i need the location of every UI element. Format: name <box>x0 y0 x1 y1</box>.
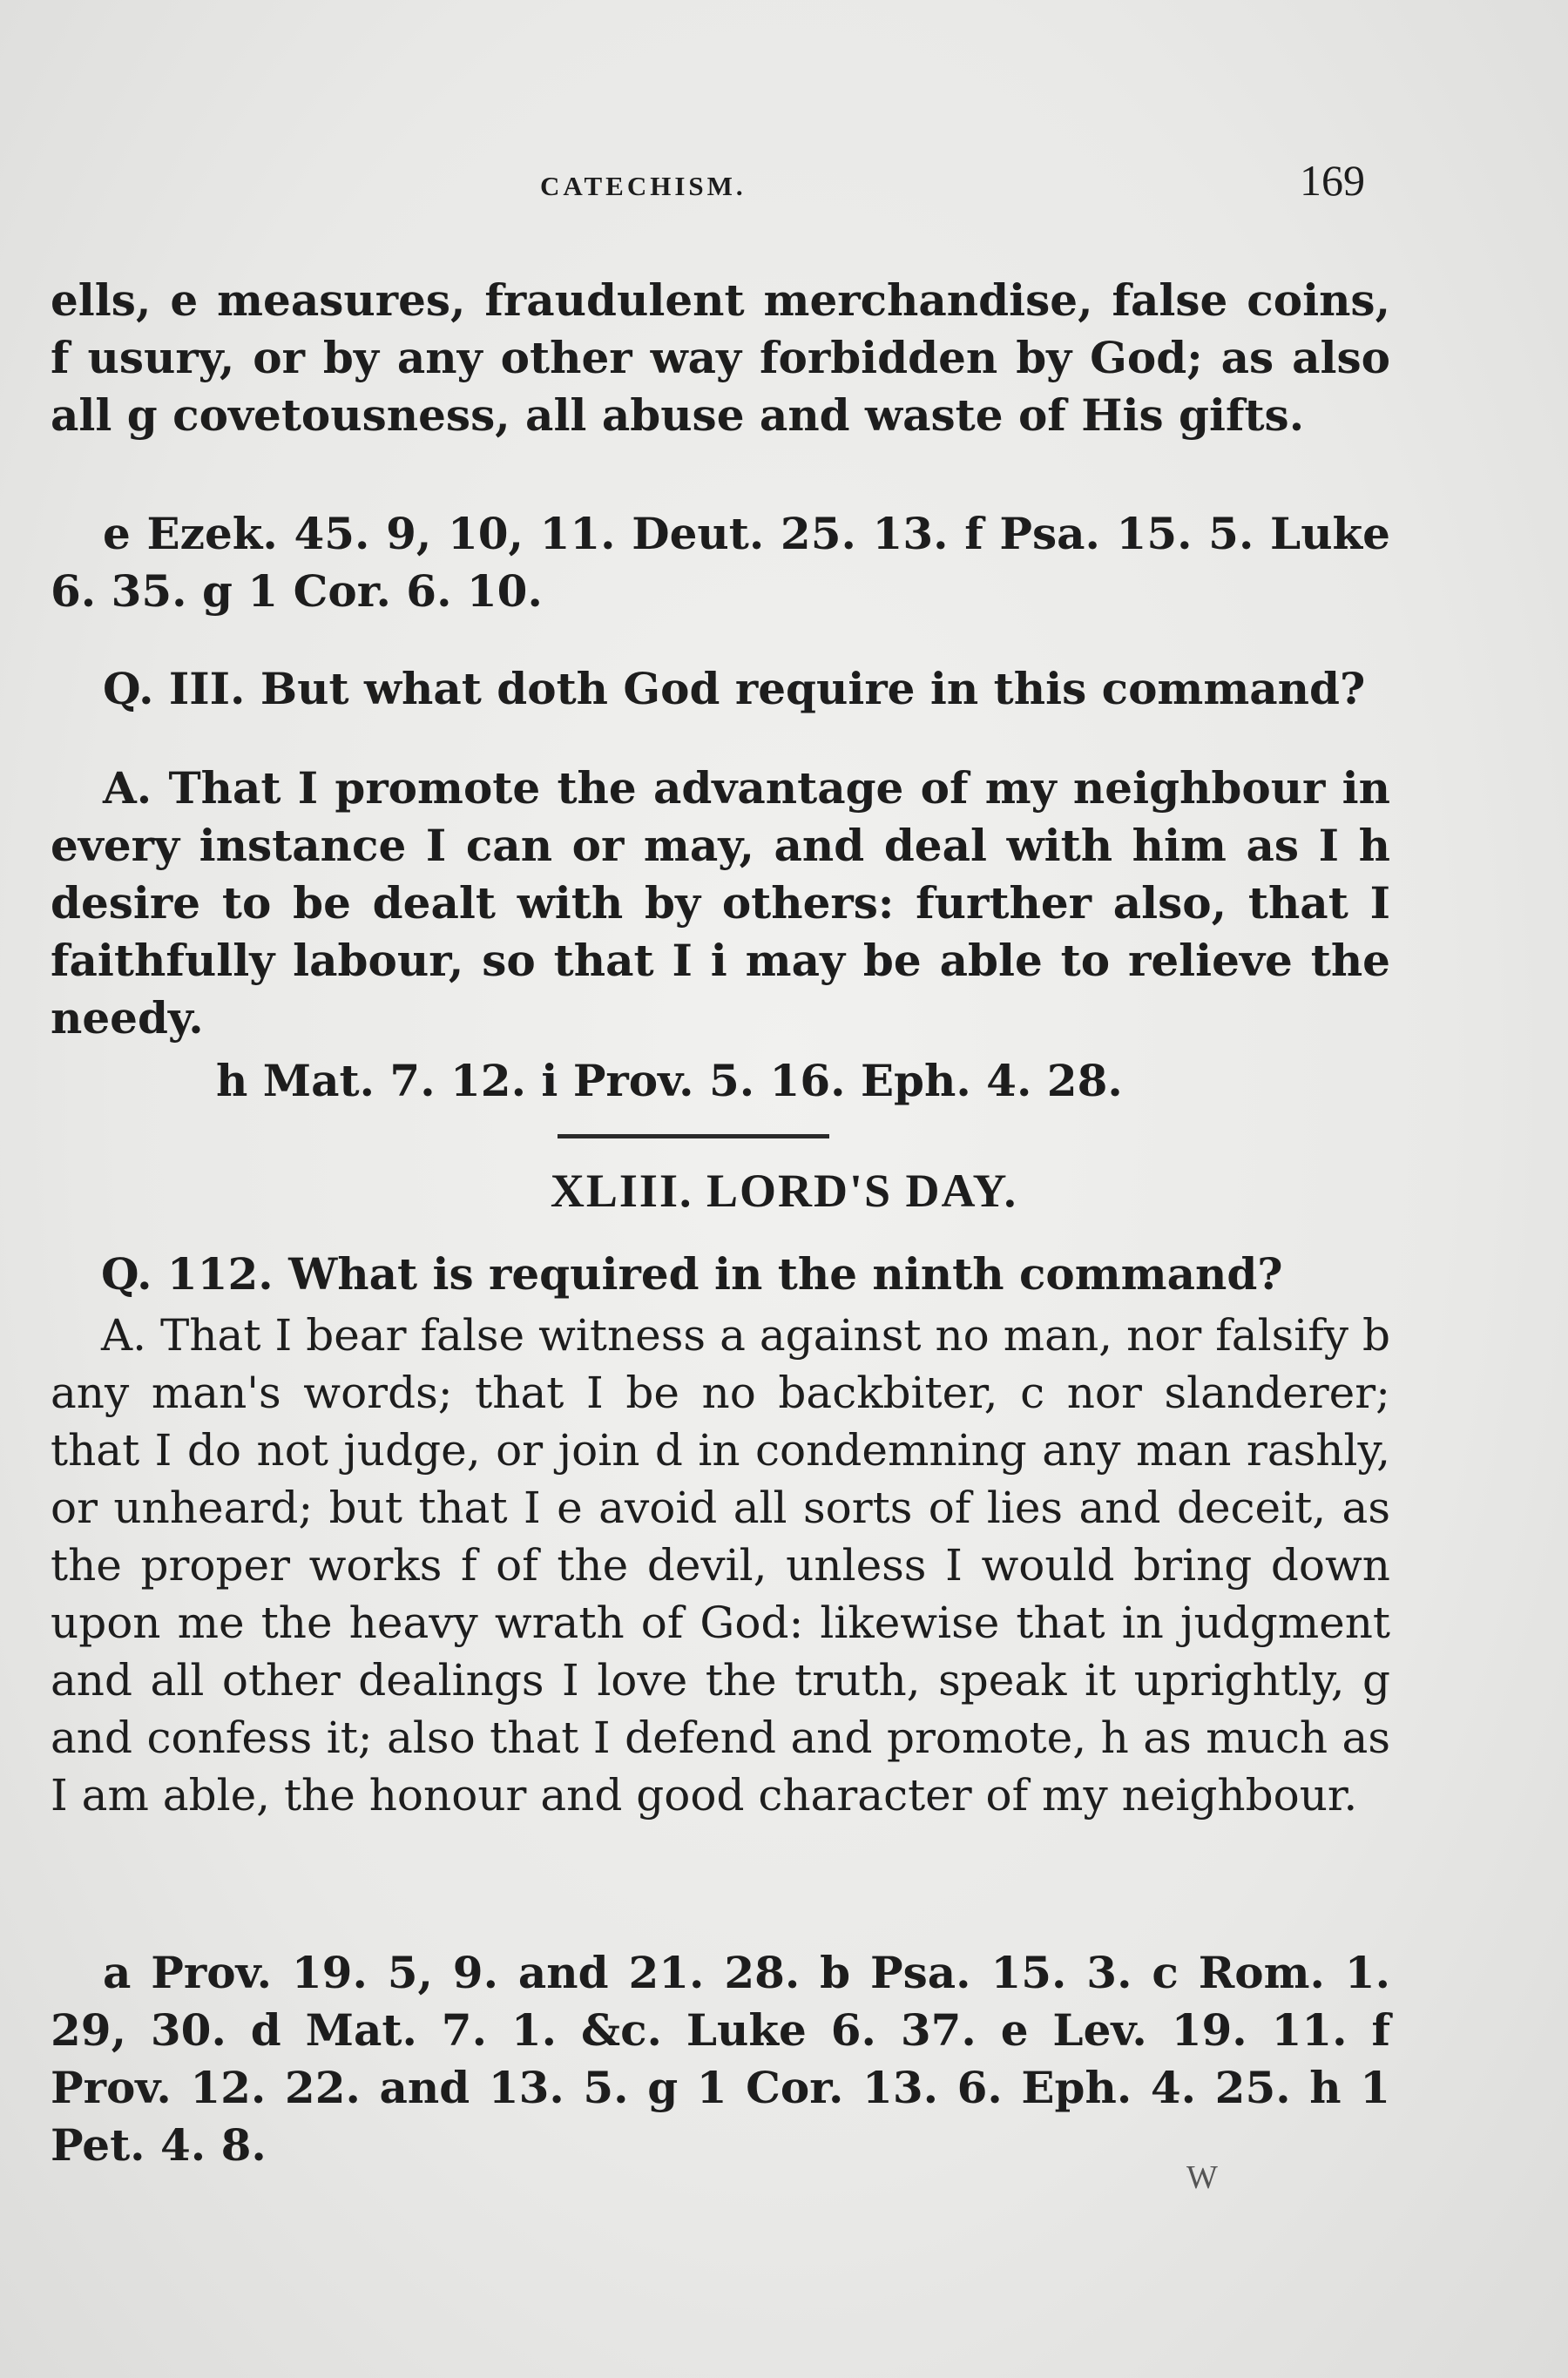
answer-112: A. That I bear false witness a against no man, nor falsify b any man's words; that I be no backbiter, c nor slanderer; that I do not judge, or join d in condemning any man rashly, or unheard; but that I e avoid all sorts of lies and deceit, as the proper works f of the devil, unless I would bring down upon me the heavy wrath of God: likewise that in judgment and all other dealings I love the truth, speak it uprightly, g and confess it; also that I defend and promote, h as much as I am able, the honour and good character of my neighbour. <box>51 1310 1390 1821</box>
scripture-references-3: a Prov. 19. 5, 9. and 21. 28. b Psa. 15. 3. c Rom. 1. 29, 30. d Mat. 7. 1. &c. Luke 6. 37. e Lev. 19. 11. f Prov. 12. 22. and 13. 5. g 1 Cor. 13. 6. Eph. 4. 25. h 1 Pet. 4. 8. <box>51 1947 1390 2171</box>
signature-mark: W <box>1186 2159 1218 2196</box>
question-111: Q. III. But what doth God require in this command? <box>103 663 1366 714</box>
scripture-references-1: e Ezek. 45. 9, 10, 11. Deut. 25. 13. f Psa. 15. 5. Luke 6. 35. g 1 Cor. 6. 10. <box>51 508 1390 617</box>
running-head: CATECHISM. <box>540 171 747 201</box>
continuation-paragraph: ells, e measures, fraudulent merchandise, false coins, f usury, or by any other way forbidden by God; as also all g covetousness, all abuse and waste of His gifts. <box>51 274 1390 441</box>
answer-111: A. That I promote the advantage of my neighbour in every instance I can or may, and deal with him as I h desire to be dealt with by others: further also, that I faithfully labour, so that I i may be able to relieve the needy. <box>51 762 1390 1044</box>
scripture-references-2: h Mat. 7. 12. i Prov. 5. 16. Eph. 4. 28. <box>216 1055 1123 1106</box>
section-divider <box>558 1134 829 1138</box>
section-title: XLIII. LORD'S DAY. <box>550 1165 1018 1217</box>
page-number: 169 <box>1300 156 1365 205</box>
question-112: Q. 112. What is required in the ninth command? <box>101 1248 1283 1300</box>
